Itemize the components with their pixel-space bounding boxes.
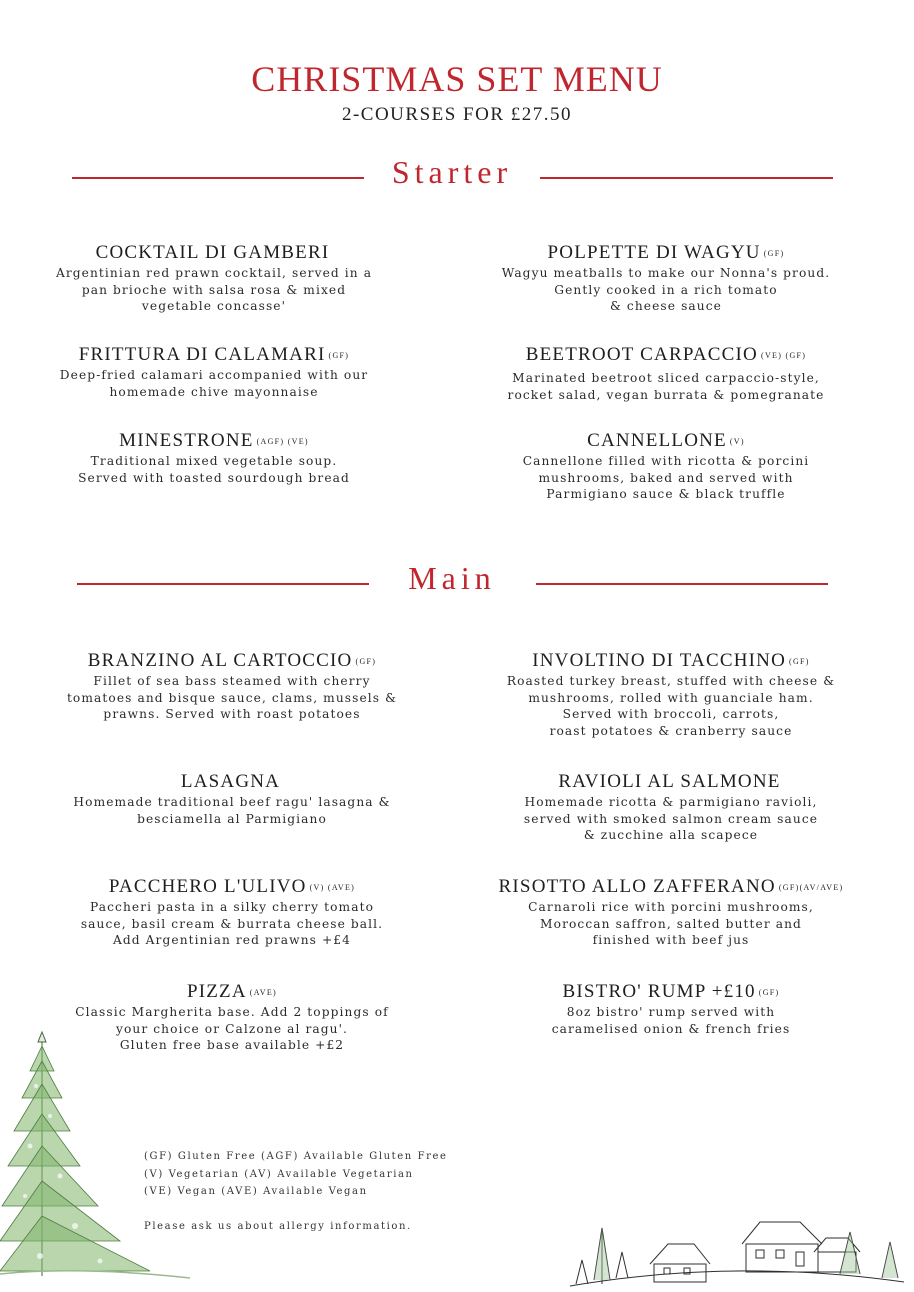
item-dietary-tag: (GF)(AV/AVE) (778, 883, 844, 892)
menu-item-involtino-di-tacchino (471, 651, 871, 739)
starter-rule-right (540, 177, 833, 179)
item-dietary-tag: (GF) (789, 657, 810, 666)
item-name: BRANZINO AL CARTOCCIO (87, 650, 353, 671)
item-description: Wagyu meatballs to make our Nonna's proud. Gently cooked in a rich tomato & cheese sauce (501, 266, 831, 313)
item-description: Deep-fried calamari accompanied with our homemade chive mayonnaise (59, 368, 369, 399)
section-heading-starter: Starter (391, 154, 513, 190)
item-description: Fillet of sea bass steamed with cherry tomatoes and bisque sauce, clams, mussels & prawns. Served with roast potatoes (66, 674, 398, 721)
starter-rule-left (72, 177, 364, 179)
menu-item-lasagna (32, 772, 432, 827)
item-description: Homemade ricotta & parmigiano ravioli, served with smoked salmon cream sauce & zucchine alla scapece (523, 795, 819, 842)
item-description: Marinated beetroot sliced carpaccio-style, rocket salad, vegan burrata & pomegranate (507, 371, 825, 402)
menu-title: CHRISTMAS SET MENU (251, 59, 663, 99)
christmas-tree-illustration (0, 1026, 200, 1286)
item-dietary-tag: (V) (729, 437, 745, 446)
item-description: Traditional mixed vegetable soup. Served with toasted sourdough bread (78, 454, 350, 485)
menu-item-cannellone (466, 431, 866, 503)
snowy-village-illustration (564, 1208, 910, 1288)
section-heading-main: Main (408, 560, 496, 596)
item-name: RAVIOLI AL SALMONE (558, 771, 781, 792)
item-name: MINESTRONE (119, 430, 254, 451)
item-dietary-tag: (GF) (763, 249, 785, 258)
menu-item-ravioli-al-salmone (471, 772, 871, 844)
item-dietary-tag: (AGF) (VE) (256, 437, 309, 446)
item-dietary-tag: (VE) (GF) (760, 351, 807, 360)
allergy-note: Please ask us about allergy information. (144, 1220, 412, 1232)
menu-item-branzino-al-cartoccio (32, 651, 432, 723)
item-name: POLPETTE DI WAGYU (547, 242, 761, 263)
menu-item-frittura-di-calamari (14, 345, 414, 400)
item-name: CANNELLONE (587, 430, 727, 451)
item-name: COCKTAIL DI GAMBERI (95, 242, 330, 263)
item-dietary-tag: (GF) (758, 988, 780, 997)
legend-line-vegetarian: (V) Vegetarian (AV) Available Vegetarian (144, 1168, 414, 1180)
item-name: PACCHERO L'ULIVO (108, 876, 307, 897)
menu-subtitle: 2-COURSES FOR £27.50 (341, 104, 573, 125)
menu-item-cocktail-di-gamberi (14, 243, 414, 315)
legend-line-vegan: (VE) Vegan (AVE) Available Vegan (144, 1186, 368, 1197)
item-name: BISTRO' RUMP +£10 (562, 981, 756, 1002)
item-description: 8oz bistro' rump served with caramelised onion & french fries (551, 1005, 791, 1036)
menu-item-bistro-rump (471, 982, 871, 1037)
item-description: Classic Margherita base. Add 2 toppings of your choice or Calzone al ragu'. Gluten free base available +£2 (75, 1005, 389, 1052)
item-description: Paccheri pasta in a silky cherry tomato sauce, basil cream & burrata cheese ball. Add Argentinian red prawns +£4 (80, 900, 384, 947)
item-dietary-tag: (AVE) (249, 988, 278, 997)
item-dietary-tag: (GF) (355, 657, 377, 666)
item-description: Argentinian red prawn cocktail, served in a pan brioche with salsa rosa & mixed vegetable concasse' (55, 266, 373, 313)
menu-item-beetroot-carpaccio (466, 345, 866, 403)
item-name: BEETROOT CARPACCIO (525, 344, 758, 365)
item-dietary-tag: (V) (AVE) (309, 883, 356, 892)
legend-line-gluten: (GF) Gluten Free (AGF) Available Gluten Free (144, 1151, 448, 1162)
item-description: Roasted turkey breast, stuffed with cheese & mushrooms, rolled with guanciale ham. Served with broccoli, carrots, roast potatoes & cranberry sauce (506, 674, 836, 738)
item-name: PIZZA (186, 981, 247, 1002)
item-description: Homemade traditional beef ragu' lasagna & besciamella al Parmigiano (73, 795, 391, 826)
menu-item-risotto-allo-zafferano (471, 877, 871, 949)
item-name: RISOTTO ALLO ZAFFERANO (498, 876, 776, 897)
item-name: INVOLTINO DI TACCHINO (532, 650, 786, 671)
item-description: Cannellone filled with ricotta & porcini mushrooms, baked and served with Parmigiano sauce & black truffle (522, 454, 810, 501)
menu-item-polpette-di-wagyu (466, 243, 866, 315)
item-name: LASAGNA (180, 771, 281, 792)
item-description: Carnaroli rice with porcini mushrooms, Moroccan saffron, salted butter and finished with beef jus (528, 900, 814, 947)
main-rule-left (77, 583, 369, 585)
menu-item-pacchero-lulivo (32, 877, 432, 949)
item-name: FRITTURA DI CALAMARI (78, 344, 326, 365)
main-rule-right (536, 583, 828, 585)
menu-item-minestrone (14, 431, 414, 486)
item-dietary-tag: (GF) (328, 351, 350, 360)
